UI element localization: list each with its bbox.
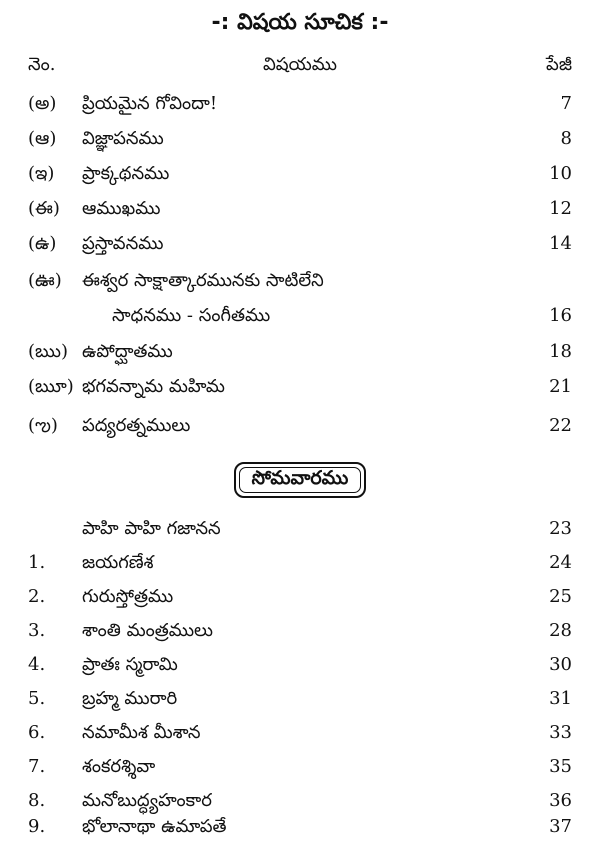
header-subject: విషయము [262, 54, 338, 75]
entry-page: 14 [549, 233, 572, 254]
item-number: 9. [28, 816, 46, 837]
entry-label: (ఈ) [28, 198, 60, 219]
item-text: శాంతి మంత్రములు [82, 620, 214, 641]
item-page: 30 [549, 654, 572, 675]
toc-entry [0, 372, 600, 402]
toc-entry [0, 89, 600, 119]
entry-text: ఉపోద్ఘాతము [82, 341, 173, 362]
section-item [0, 616, 600, 646]
entry-page: 7 [560, 93, 572, 114]
entry-text: ఆముఖము [82, 198, 161, 219]
entry-text: భగవన్నామ మహిమ [82, 376, 225, 397]
entry-label: (ఊ) [28, 270, 62, 291]
item-number: 5. [28, 688, 46, 709]
toc-entry [0, 337, 600, 367]
entry-label: (ఉ) [28, 233, 57, 254]
entry-page: 10 [549, 163, 572, 184]
item-text: శంకరశ్శివా [82, 756, 156, 777]
item-text: గురుస్తోత్రము [82, 586, 174, 607]
section-item [0, 752, 600, 782]
entry-page: 18 [549, 341, 572, 362]
section-heading: సోమవారము [251, 466, 349, 489]
toc-entry [0, 194, 600, 224]
section-heading-box [234, 462, 366, 498]
section-item [0, 812, 600, 842]
toc-entry [0, 266, 600, 296]
entry-page: 16 [549, 305, 572, 326]
entry-text: సాధనము - సంగీతము [112, 305, 271, 326]
item-text: జయగణేశ [82, 552, 154, 573]
header-number: నెం. [28, 54, 56, 75]
entry-page: 12 [549, 198, 572, 219]
item-text: పాహి పాహి గజానన [82, 518, 221, 539]
item-page: 24 [549, 552, 572, 573]
section-item [0, 548, 600, 578]
item-page: 25 [549, 586, 572, 607]
entry-label: (ఋ) [28, 341, 69, 362]
entry-label: (ఌ) [28, 415, 58, 436]
toc-header [0, 54, 600, 84]
entry-text: పద్యరత్నములు [82, 415, 191, 436]
section-item [0, 650, 600, 680]
item-page: 35 [549, 756, 572, 777]
section-item [0, 514, 600, 544]
toc-entry-continued [0, 301, 600, 331]
entry-text: ప్రస్తావనము [82, 233, 164, 254]
toc-entry [0, 411, 600, 441]
item-number: 3. [28, 620, 46, 641]
entry-label: (ౠ) [28, 376, 74, 397]
item-page: 28 [549, 620, 572, 641]
item-number: 7. [28, 756, 46, 777]
item-text: బ్రహ్మ మురారి [82, 688, 178, 709]
item-number: 2. [28, 586, 46, 607]
entry-label: (ఆ) [28, 128, 57, 149]
item-text: నమామీశ మీశాన [82, 722, 201, 743]
header-page: పేజీ [546, 54, 572, 75]
toc-entry [0, 124, 600, 154]
item-text: ప్రాతః స్మరామి [82, 654, 178, 675]
entry-label: (అ) [28, 93, 57, 114]
entry-page: 21 [549, 376, 572, 397]
item-text: భోలానాథా ఉమాపతే [82, 816, 227, 837]
section-item [0, 684, 600, 714]
item-number: 1. [28, 552, 46, 573]
entry-text: ప్రియమైన గోవిందా! [82, 93, 218, 114]
item-page: 36 [549, 790, 572, 811]
section-item [0, 718, 600, 748]
entry-text: ఈశ్వర సాక్షాత్కారమునకు సాటిలేని [82, 270, 324, 291]
entry-page: 22 [549, 415, 572, 436]
item-page: 37 [549, 816, 572, 837]
toc-entry [0, 229, 600, 259]
item-page: 33 [549, 722, 572, 743]
item-page: 31 [549, 688, 572, 709]
item-number: 4. [28, 654, 46, 675]
entry-text: ప్రాక్కథనము [82, 163, 170, 184]
item-number: 8. [28, 790, 46, 811]
item-number: 6. [28, 722, 46, 743]
entry-label: (ఇ) [28, 163, 55, 184]
entry-page: 8 [560, 128, 572, 149]
item-page: 23 [549, 518, 572, 539]
section-item [0, 582, 600, 612]
toc-entry [0, 159, 600, 189]
page-title: -: విషయ సూచిక :- [211, 10, 389, 35]
item-text: మనోబుద్ధ్యహంకార [82, 790, 212, 811]
entry-text: విజ్ఞాపనము [82, 128, 164, 149]
